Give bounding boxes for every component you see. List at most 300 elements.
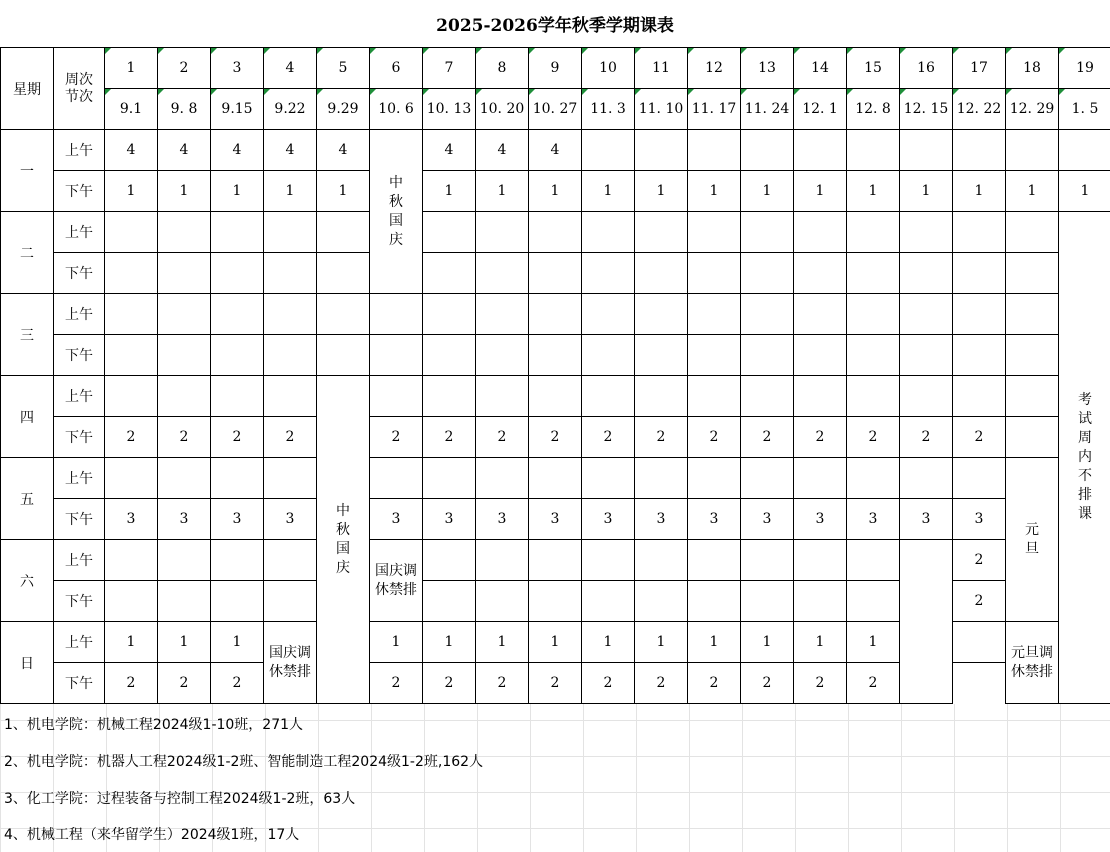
empty-cell xyxy=(847,130,900,171)
empty-cell xyxy=(900,130,953,171)
empty-cell xyxy=(264,376,317,417)
empty-cell xyxy=(1059,130,1110,171)
class-cell: 4 xyxy=(211,130,264,171)
class-cell: 1 xyxy=(476,622,529,663)
empty-cell xyxy=(529,540,582,581)
class-cell: 2 xyxy=(529,663,582,704)
weekday-header: 星期 xyxy=(1,48,54,130)
class-cell: 2 xyxy=(211,417,264,458)
class-cell: 2 xyxy=(370,663,423,704)
class-cell: 3 xyxy=(688,499,741,540)
empty-cell xyxy=(847,294,900,335)
empty-cell xyxy=(423,253,476,294)
empty-cell xyxy=(688,253,741,294)
period-pm: 下午 xyxy=(54,663,105,704)
week-number: 4 xyxy=(264,48,317,89)
empty-cell xyxy=(264,540,317,581)
class-cell: 1 xyxy=(1059,171,1110,212)
class-cell: 1 xyxy=(635,171,688,212)
week-label: 周次 xyxy=(65,71,93,88)
empty-cell xyxy=(1006,335,1059,376)
empty-cell xyxy=(105,376,158,417)
empty-cell xyxy=(105,458,158,499)
week-number: 11 xyxy=(635,48,688,89)
class-cell: 1 xyxy=(741,171,794,212)
empty-cell xyxy=(582,212,635,253)
empty-cell xyxy=(264,212,317,253)
exam-week-block: 考试周内不排课 xyxy=(1059,212,1110,704)
week-date: 9.22 xyxy=(264,89,317,130)
empty-cell xyxy=(847,212,900,253)
empty-cell xyxy=(1006,253,1059,294)
class-cell: 4 xyxy=(158,130,211,171)
empty-cell xyxy=(105,581,158,622)
empty-cell xyxy=(211,581,264,622)
empty-cell xyxy=(953,294,1006,335)
class-cell: 3 xyxy=(900,499,953,540)
empty-cell xyxy=(264,294,317,335)
empty-cell xyxy=(847,540,900,581)
empty-cell xyxy=(847,581,900,622)
empty-cell xyxy=(953,376,1006,417)
class-cell: 2 xyxy=(211,663,264,704)
new-year-makeup-block: 元旦调休禁排 xyxy=(1006,622,1059,704)
week-number: 18 xyxy=(1006,48,1059,89)
class-cell: 2 xyxy=(953,581,1006,622)
empty-cell xyxy=(211,540,264,581)
empty-cell xyxy=(211,294,264,335)
period-label: 节次 xyxy=(65,88,93,105)
empty-cell xyxy=(105,540,158,581)
empty-cell xyxy=(1006,212,1059,253)
empty-cell xyxy=(1006,130,1059,171)
empty-cell xyxy=(317,294,370,335)
empty-cell xyxy=(158,253,211,294)
class-cell: 3 xyxy=(741,499,794,540)
day-label: 一 xyxy=(1,130,54,212)
empty-cell xyxy=(847,253,900,294)
empty-cell xyxy=(529,294,582,335)
empty-cell xyxy=(211,335,264,376)
empty-cell xyxy=(476,212,529,253)
class-cell: 1 xyxy=(370,622,423,663)
day-label: 六 xyxy=(1,540,54,622)
empty-cell xyxy=(847,376,900,417)
empty-cell xyxy=(794,581,847,622)
class-cell: 2 xyxy=(158,663,211,704)
empty-cell xyxy=(900,376,953,417)
class-cell: 3 xyxy=(953,499,1006,540)
class-cell: 2 xyxy=(264,417,317,458)
empty-cell xyxy=(900,294,953,335)
empty-cell xyxy=(635,212,688,253)
class-cell: 1 xyxy=(529,622,582,663)
class-cell: 4 xyxy=(264,130,317,171)
day-label: 日 xyxy=(1,622,54,704)
period-pm: 下午 xyxy=(54,171,105,212)
week-date: 11. 10 xyxy=(635,89,688,130)
empty-cell xyxy=(794,540,847,581)
empty-cell xyxy=(476,376,529,417)
class-cell: 4 xyxy=(529,130,582,171)
day-label: 二 xyxy=(1,212,54,294)
empty-cell xyxy=(1006,417,1059,458)
empty-cell xyxy=(635,335,688,376)
class-cell: 2 xyxy=(476,663,529,704)
empty-cell xyxy=(635,376,688,417)
class-cell: 2 xyxy=(105,417,158,458)
class-cell: 1 xyxy=(635,622,688,663)
empty-cell xyxy=(582,581,635,622)
week-number: 3 xyxy=(211,48,264,89)
empty-cell xyxy=(423,335,476,376)
week-number: 8 xyxy=(476,48,529,89)
empty-cell xyxy=(476,335,529,376)
week-date: 9.15 xyxy=(211,89,264,130)
class-cell: 4 xyxy=(423,130,476,171)
class-cell: 2 xyxy=(423,417,476,458)
period-am: 上午 xyxy=(54,212,105,253)
week-date: 12. 29 xyxy=(1006,89,1059,130)
week-number: 16 xyxy=(900,48,953,89)
empty-cell xyxy=(953,212,1006,253)
class-cell: 2 xyxy=(635,417,688,458)
class-cell: 2 xyxy=(105,663,158,704)
class-cell: 2 xyxy=(582,663,635,704)
empty-cell xyxy=(794,212,847,253)
empty-cell xyxy=(688,458,741,499)
class-cell: 1 xyxy=(847,171,900,212)
class-cell: 1 xyxy=(1006,171,1059,212)
empty-cell xyxy=(423,540,476,581)
class-cell: 1 xyxy=(158,171,211,212)
empty-cell xyxy=(794,458,847,499)
class-cell: 2 xyxy=(476,417,529,458)
week-date: 12. 8 xyxy=(847,89,900,130)
week-date: 11. 24 xyxy=(741,89,794,130)
week-date: 9.1 xyxy=(105,89,158,130)
empty-cell xyxy=(423,458,476,499)
empty-cell xyxy=(264,335,317,376)
week-number: 15 xyxy=(847,48,900,89)
empty-cell xyxy=(900,212,953,253)
empty-cell xyxy=(953,458,1006,499)
week-date: 11. 17 xyxy=(688,89,741,130)
empty-cell xyxy=(582,540,635,581)
empty-cell xyxy=(529,212,582,253)
class-cell: 1 xyxy=(688,622,741,663)
empty-cell xyxy=(158,581,211,622)
empty-cell xyxy=(476,540,529,581)
period-pm: 下午 xyxy=(54,499,105,540)
class-cell: 3 xyxy=(423,499,476,540)
period-pm: 下午 xyxy=(54,253,105,294)
empty-cell xyxy=(900,335,953,376)
class-cell: 1 xyxy=(900,171,953,212)
note-line: 2、机电学院：机器人工程2024级1-2班、智能制造工程2024级1-2班,162人 xyxy=(4,754,484,770)
class-cell: 1 xyxy=(953,171,1006,212)
note-line: 4、机械工程（来华留学生）2024级1班，17人 xyxy=(4,827,300,843)
empty-cell xyxy=(688,581,741,622)
period-pm: 下午 xyxy=(54,417,105,458)
class-cell: 2 xyxy=(635,663,688,704)
class-cell: 2 xyxy=(953,540,1006,581)
class-cell: 2 xyxy=(582,417,635,458)
class-cell: 3 xyxy=(370,499,423,540)
class-cell: 2 xyxy=(741,417,794,458)
empty-cell xyxy=(794,335,847,376)
empty-cell xyxy=(370,335,423,376)
midautumn-holiday-block: 中秋国庆 xyxy=(370,130,423,294)
period-am: 上午 xyxy=(54,294,105,335)
class-cell: 3 xyxy=(158,499,211,540)
empty-cell xyxy=(1006,294,1059,335)
week-date: 9.29 xyxy=(317,89,370,130)
class-cell: 3 xyxy=(582,499,635,540)
class-cell: 3 xyxy=(105,499,158,540)
empty-cell xyxy=(953,253,1006,294)
class-cell: 1 xyxy=(264,171,317,212)
empty-cell xyxy=(264,581,317,622)
empty-cell xyxy=(635,253,688,294)
class-cell: 1 xyxy=(423,171,476,212)
empty-cell xyxy=(264,458,317,499)
midautumn-holiday-block: 中秋国庆 xyxy=(317,376,370,704)
week-number: 6 xyxy=(370,48,423,89)
empty-cell xyxy=(423,294,476,335)
empty-cell xyxy=(529,335,582,376)
week-number: 13 xyxy=(741,48,794,89)
empty-cell xyxy=(158,540,211,581)
class-cell: 4 xyxy=(105,130,158,171)
class-cell: 2 xyxy=(847,417,900,458)
empty-cell xyxy=(105,253,158,294)
class-cell: 1 xyxy=(582,171,635,212)
empty-cell xyxy=(900,540,953,704)
week-date: 10. 6 xyxy=(370,89,423,130)
class-cell: 3 xyxy=(635,499,688,540)
empty-cell xyxy=(794,253,847,294)
empty-cell xyxy=(423,581,476,622)
empty-cell xyxy=(741,540,794,581)
empty-cell xyxy=(582,335,635,376)
empty-cell xyxy=(582,253,635,294)
empty-cell xyxy=(370,458,423,499)
period-am: 上午 xyxy=(54,540,105,581)
empty-cell xyxy=(529,581,582,622)
class-cell: 2 xyxy=(953,417,1006,458)
class-cell: 1 xyxy=(582,622,635,663)
empty-cell xyxy=(635,581,688,622)
empty-cell xyxy=(582,376,635,417)
class-cell: 1 xyxy=(529,171,582,212)
class-cell: 3 xyxy=(794,499,847,540)
empty-cell xyxy=(688,540,741,581)
day-label: 三 xyxy=(1,294,54,376)
empty-cell xyxy=(741,212,794,253)
week-number: 19 xyxy=(1059,48,1110,89)
week-number: 2 xyxy=(158,48,211,89)
empty-cell xyxy=(635,294,688,335)
week-date: 9. 8 xyxy=(158,89,211,130)
class-cell: 2 xyxy=(529,417,582,458)
empty-cell xyxy=(741,458,794,499)
note-line: 1、机电学院：机械工程2024级1-10班，271人 xyxy=(4,717,304,733)
class-cell: 1 xyxy=(688,171,741,212)
week-date: 10. 13 xyxy=(423,89,476,130)
week-date: 12. 22 xyxy=(953,89,1006,130)
class-cell: 3 xyxy=(211,499,264,540)
class-cell: 1 xyxy=(794,171,847,212)
class-cell: 2 xyxy=(423,663,476,704)
week-date: 1. 5 xyxy=(1059,89,1110,130)
class-cell: 2 xyxy=(900,417,953,458)
empty-cell xyxy=(582,294,635,335)
class-cell: 3 xyxy=(847,499,900,540)
empty-cell xyxy=(741,253,794,294)
week-date: 12. 1 xyxy=(794,89,847,130)
class-cell: 1 xyxy=(105,171,158,212)
empty-cell xyxy=(794,130,847,171)
empty-cell xyxy=(953,130,1006,171)
empty-cell xyxy=(582,458,635,499)
empty-cell xyxy=(529,253,582,294)
empty-cell xyxy=(1006,376,1059,417)
class-cell: 2 xyxy=(847,663,900,704)
class-cell: 2 xyxy=(158,417,211,458)
empty-cell xyxy=(741,376,794,417)
week-number: 9 xyxy=(529,48,582,89)
schedule-table xyxy=(0,47,1110,704)
class-cell: 2 xyxy=(688,663,741,704)
week-date: 10. 27 xyxy=(529,89,582,130)
empty-cell xyxy=(317,212,370,253)
empty-cell xyxy=(105,294,158,335)
class-cell xyxy=(953,622,1006,663)
empty-cell xyxy=(476,581,529,622)
empty-cell xyxy=(688,335,741,376)
empty-cell xyxy=(211,253,264,294)
empty-cell xyxy=(741,130,794,171)
period-pm: 下午 xyxy=(54,581,105,622)
week-number: 14 xyxy=(794,48,847,89)
empty-cell xyxy=(370,376,423,417)
period-am: 上午 xyxy=(54,458,105,499)
empty-cell xyxy=(635,458,688,499)
week-number: 17 xyxy=(953,48,1006,89)
empty-cell xyxy=(688,376,741,417)
class-cell: 1 xyxy=(794,622,847,663)
empty-cell xyxy=(423,376,476,417)
class-cell: 1 xyxy=(105,622,158,663)
day-label: 五 xyxy=(1,458,54,540)
empty-cell xyxy=(688,212,741,253)
empty-cell xyxy=(317,335,370,376)
empty-cell xyxy=(741,294,794,335)
class-cell: 2 xyxy=(688,417,741,458)
class-cell: 3 xyxy=(529,499,582,540)
makeup-restriction-block: 国庆调休禁排 xyxy=(370,540,423,622)
class-cell: 1 xyxy=(211,171,264,212)
empty-cell xyxy=(529,376,582,417)
empty-cell xyxy=(847,458,900,499)
empty-cell xyxy=(582,130,635,171)
class-cell: 2 xyxy=(741,663,794,704)
period-am: 上午 xyxy=(54,130,105,171)
class-cell: 2 xyxy=(794,417,847,458)
empty-cell xyxy=(105,212,158,253)
empty-cell xyxy=(105,335,158,376)
week-number: 7 xyxy=(423,48,476,89)
class-cell: 1 xyxy=(317,171,370,212)
empty-cell xyxy=(635,540,688,581)
empty-cell xyxy=(476,253,529,294)
empty-cell xyxy=(635,130,688,171)
empty-cell xyxy=(847,335,900,376)
empty-cell xyxy=(688,130,741,171)
period-am: 上午 xyxy=(54,622,105,663)
class-cell: 2 xyxy=(794,663,847,704)
class-cell: 3 xyxy=(264,499,317,540)
empty-cell xyxy=(423,212,476,253)
empty-cell xyxy=(953,335,1006,376)
class-cell: 4 xyxy=(476,130,529,171)
empty-cell xyxy=(158,212,211,253)
corner-header xyxy=(54,48,105,130)
makeup-restriction-block: 国庆调休禁排 xyxy=(264,622,317,704)
empty-cell xyxy=(211,376,264,417)
empty-cell xyxy=(476,458,529,499)
week-date: 11. 3 xyxy=(582,89,635,130)
day-label: 四 xyxy=(1,376,54,458)
week-number: 12 xyxy=(688,48,741,89)
empty-cell xyxy=(264,253,317,294)
empty-cell xyxy=(794,376,847,417)
empty-cell xyxy=(158,376,211,417)
empty-cell xyxy=(529,458,582,499)
week-number: 10 xyxy=(582,48,635,89)
class-cell: 2 xyxy=(370,417,423,458)
empty-cell xyxy=(900,253,953,294)
page-title: 2025-2026学年秋季学期课表 xyxy=(0,0,1110,47)
empty-cell xyxy=(476,294,529,335)
class-cell: 3 xyxy=(476,499,529,540)
week-date: 10. 20 xyxy=(476,89,529,130)
class-cell: 4 xyxy=(317,130,370,171)
empty-cell xyxy=(370,294,423,335)
class-cell: 1 xyxy=(423,622,476,663)
note-line: 3、化工学院：过程装备与控制工程2024级1-2班，63人 xyxy=(4,791,356,807)
class-cell: 1 xyxy=(158,622,211,663)
empty-cell xyxy=(211,212,264,253)
empty-cell xyxy=(794,294,847,335)
empty-cell xyxy=(158,335,211,376)
empty-cell xyxy=(158,294,211,335)
week-number: 1 xyxy=(105,48,158,89)
week-date: 12. 15 xyxy=(900,89,953,130)
class-cell: 1 xyxy=(476,171,529,212)
empty-cell xyxy=(158,458,211,499)
empty-cell xyxy=(741,581,794,622)
empty-cell xyxy=(688,294,741,335)
new-year-block: 元旦 xyxy=(1006,458,1059,622)
week-number: 5 xyxy=(317,48,370,89)
period-am: 上午 xyxy=(54,376,105,417)
empty-cell xyxy=(741,335,794,376)
class-cell: 1 xyxy=(847,622,900,663)
empty-cell xyxy=(900,458,953,499)
empty-cell xyxy=(317,253,370,294)
